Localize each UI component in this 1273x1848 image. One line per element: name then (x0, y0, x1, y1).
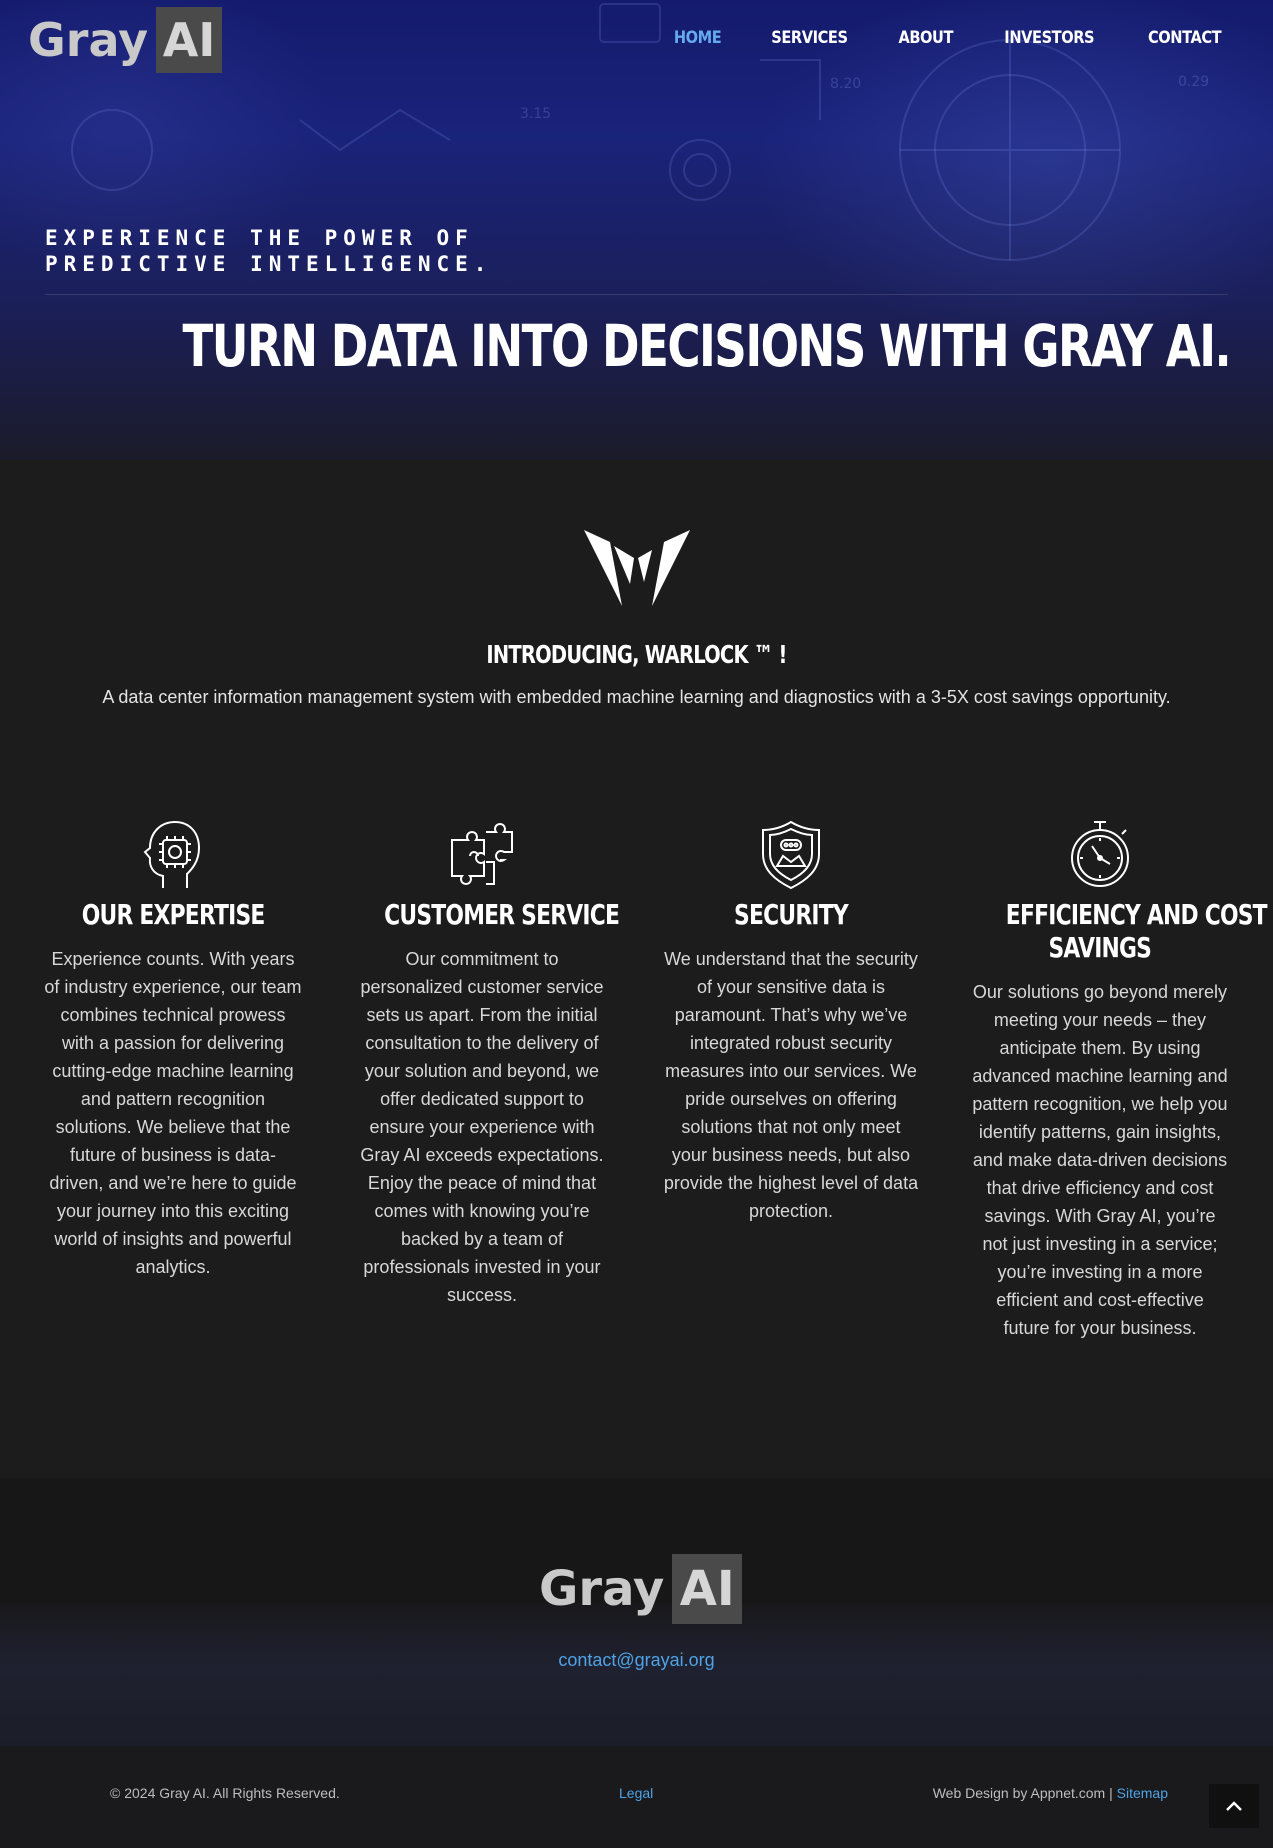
main-nav (670, 28, 1227, 48)
stopwatch-icon (1064, 818, 1136, 890)
logo-word: Gray (539, 1561, 665, 1617)
header-logo[interactable] (28, 7, 222, 73)
hero-headline: TURN DATA INTO DECISIONS WITH GRAY AI. (182, 312, 1230, 380)
feature-efficiency (969, 818, 1267, 1342)
chevron-up-icon (1225, 1800, 1243, 1812)
shield-icon (755, 818, 827, 890)
hero-tagline (45, 225, 492, 277)
nav-investors[interactable]: INVESTORS (1004, 28, 1095, 48)
feature-title-text: SECURITY (734, 898, 848, 931)
footer-bottom (0, 1746, 1273, 1848)
feature-title (351, 898, 620, 931)
feature-customer-service (351, 818, 620, 1309)
nav-services[interactable]: SERVICES (771, 28, 848, 48)
footer-top (0, 1478, 1273, 1746)
feature-text: Experience counts. With years of industry experience, our team combines technical prowess with a passion for delivering cutting-edge machine learning and pattern recognition solutions. We believe that the future of business is data-driven, and we’re here to guide your journey into this exciting world of insights and powerful analytics. (44, 949, 302, 1277)
nav-about[interactable]: ABOUT (898, 28, 953, 48)
feature-text: Our solutions go beyond merely meeting your needs – they anticipate them. By using advanced machine learning and pattern recognition, we help you identify patterns, gain insights, and make data-driven decisions that drive efficiency and cost savings. With Gray AI, you’re not just investing in a service; you’re investing in a more efficient and cost-effective future for your business. (972, 982, 1228, 1338)
hero-deco-number: 0.29 (1178, 74, 1210, 90)
feature-text: Our commitment to personalized customer service sets us apart. From the initial consultation to the delivery of your solution and beyond, we offer dedicated support to ensure your experience with Gray AI exceeds expectations. Enjoy the peace of mind that comes with knowing you’re backed by a team of professionals invested in your success. (360, 949, 604, 1305)
intro-title-text: INTRODUCING, WARLOCK ™ ! (486, 640, 787, 669)
feature-title-text: SAVINGS (1048, 931, 1152, 964)
credit-separator: | (1109, 1785, 1113, 1801)
hero-deco-number: 3.15 (520, 106, 552, 122)
sitemap-link[interactable]: Sitemap (1116, 1785, 1168, 1801)
scroll-to-top-button[interactable] (1209, 1784, 1259, 1828)
hero-section (0, 0, 1273, 460)
feature-title-text: OUR EXPERTISE (81, 898, 265, 931)
feature-title-text: EFFICIENCY AND COST (1005, 898, 1267, 931)
copyright-text: © 2024 Gray AI. All Rights Reserved. (110, 1785, 340, 1801)
footer-background-image (0, 1603, 1273, 1746)
feature-text: We understand that the security of your sensitive data is paramount. That’s why we’ve integrated robust security measures into our services. We pride ourselves on offering solutions that not only meet your business needs, but also provide the highest level of data protection. (663, 949, 919, 1221)
warlock-logo-icon (584, 528, 690, 606)
feature-title-text: CUSTOMER SERVICE (384, 898, 620, 931)
puzzle-icon (446, 818, 518, 890)
intro-title (0, 640, 1273, 669)
nav-home[interactable]: HOME (673, 28, 722, 48)
footer-logo[interactable] (539, 1554, 742, 1624)
feature-title (660, 898, 922, 931)
hero-deco-number: 8.20 (830, 76, 862, 92)
nav-contact[interactable]: CONTACT (1147, 28, 1222, 48)
hero-tagline-line: EXPERIENCE THE POWER OF (45, 226, 474, 250)
feature-title (969, 898, 1267, 964)
contact-email-link[interactable]: contact@grayai.org (558, 1650, 715, 1670)
feature-expertise (42, 818, 304, 1281)
feature-security (660, 818, 922, 1225)
legal-link[interactable]: Legal (619, 1785, 654, 1801)
hero-tagline-line: PREDICTIVE INTELLIGENCE. (45, 252, 493, 276)
intro-text: A data center information management system with embedded machine learning and diagnostics with a 3-5X cost savings opportunity. (102, 687, 1171, 707)
design-credit (933, 1785, 1168, 1801)
logo-word: Gray (28, 13, 149, 67)
feature-title (42, 898, 304, 931)
brain-chip-icon (137, 818, 209, 890)
logo-badge: AI (672, 1554, 742, 1624)
hero-divider (45, 294, 1228, 295)
logo-badge: AI (156, 7, 222, 73)
design-credit-text: Web Design by Appnet.com (932, 1785, 1106, 1801)
